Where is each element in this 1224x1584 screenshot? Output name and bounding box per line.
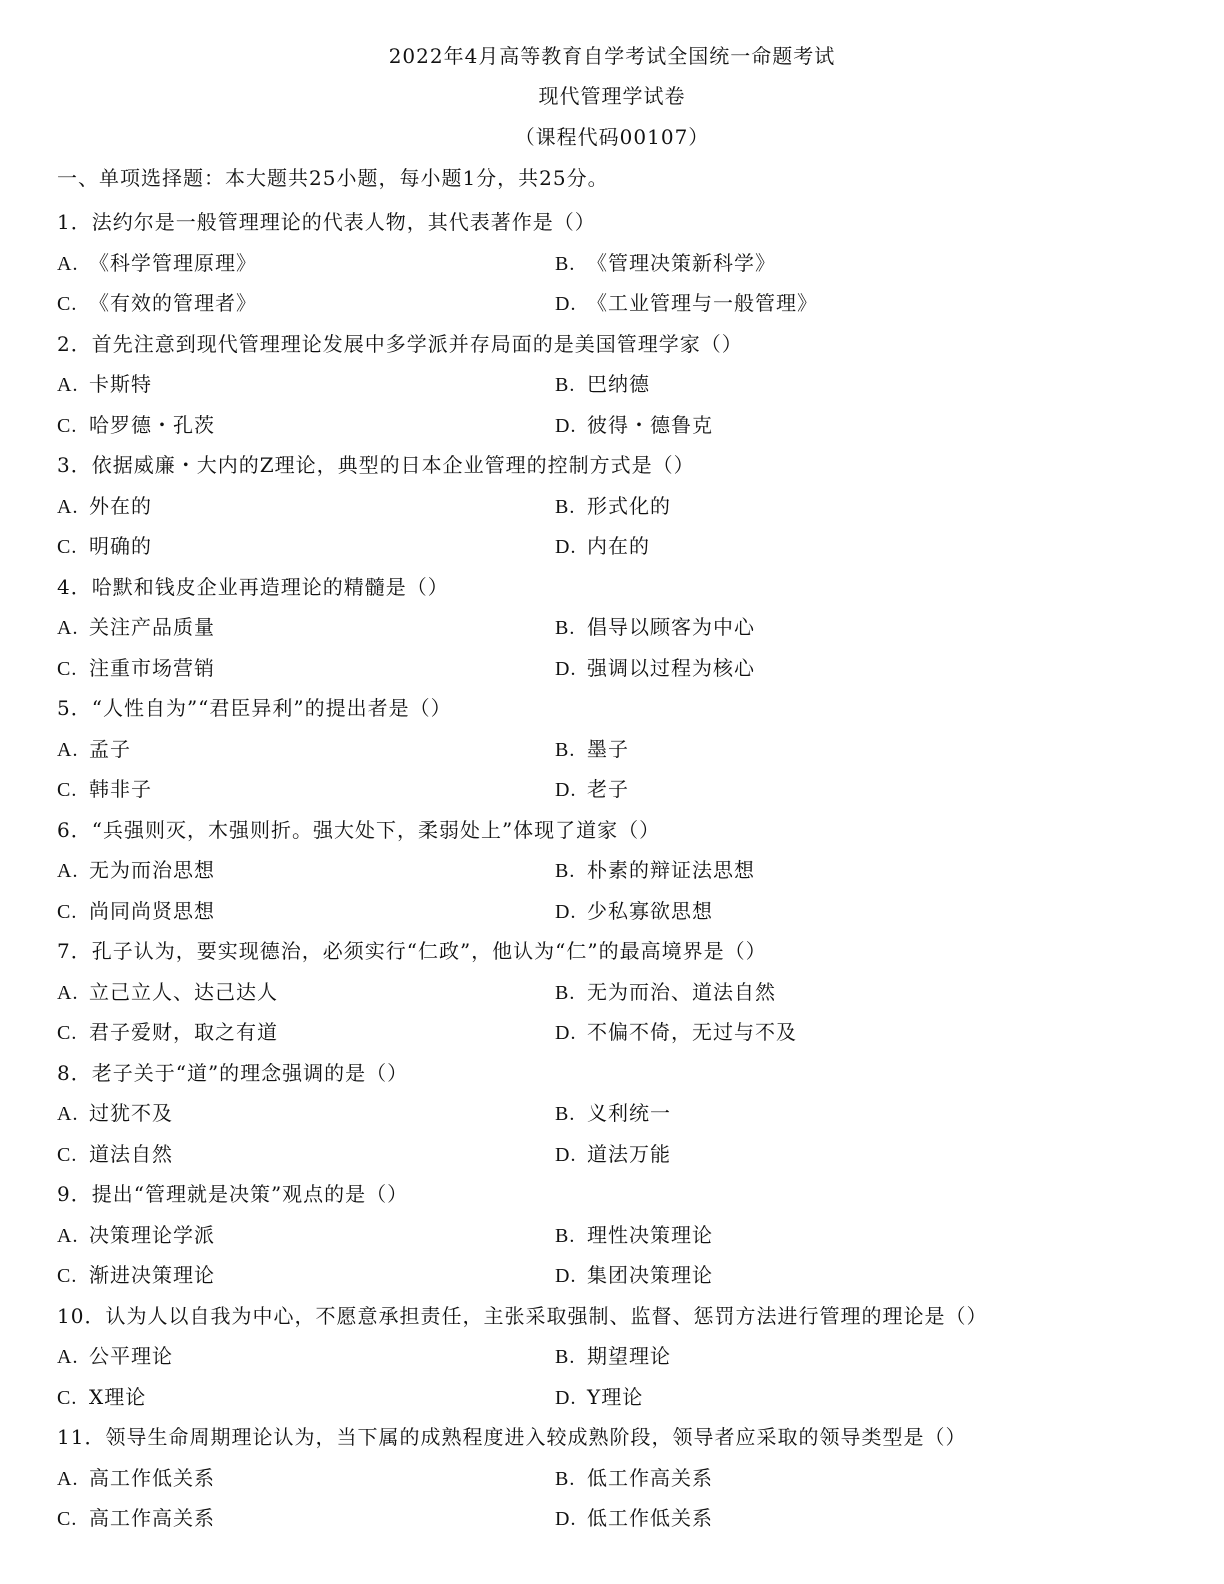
option-item [555,1093,671,1135]
question-block [57,1417,1177,1539]
option-letter: C. [57,536,78,558]
option-row [57,850,1177,891]
option-letter: D. [555,414,577,437]
option-row [57,486,1177,527]
option-text: 《科学管理原理》 [89,250,257,275]
option-text: 无为而治、道法自然 [587,979,776,1004]
option-letter: B. [555,617,576,639]
question-block [57,810,1177,932]
option-text: 集团决策理论 [587,1263,713,1287]
option-row [57,891,1177,932]
question-block [57,1174,1177,1296]
option-text: 朴素的辩证法思想 [587,858,755,882]
option-letter: A. [57,495,79,518]
option-row [57,283,1177,324]
option-item [57,769,152,811]
option-item [57,1458,215,1500]
question-block [57,445,1177,567]
option-text: 公平理论 [89,1344,173,1368]
option-letter: B. [555,495,576,518]
option-text: 巴纳德 [587,372,650,396]
option-item [555,364,650,406]
option-letter: C. [57,657,78,680]
option-text: 内在的 [587,534,650,558]
option-item [57,1215,215,1257]
option-item [555,1134,671,1176]
option-letter: D. [555,1022,577,1044]
option-text: 墨子 [587,736,629,761]
option-text: 君子爱财，取之有道 [89,1020,278,1044]
option-row [57,1336,1177,1377]
option-row [57,648,1177,689]
option-text: 《有效的管理者》 [89,291,257,315]
option-row [57,364,1177,405]
question-stem: 10．认为人以自我为中心，不愿意承担责任，主张采取强制、监督、惩罚方法进行管理的理论是（） [57,1303,988,1328]
option-text: 无为而治思想 [89,858,215,882]
question-block [57,1053,1177,1175]
option-text: 高工作低关系 [89,1465,215,1490]
option-item [555,972,776,1014]
option-text: 哈罗德・孔茨 [89,412,215,437]
option-item [555,1012,797,1054]
question-block [57,202,1177,324]
question-stem: 2．首先注意到现代管理理论发展中多学派并存局面的是美国管理学家（） [57,331,743,356]
option-item [57,972,278,1014]
option-text: 形式化的 [587,493,671,518]
question-block [57,931,1177,1053]
option-row [57,243,1177,284]
option-text: 彼得・德鲁克 [587,412,713,437]
option-item [57,486,152,528]
option-text: 理性决策理论 [587,1222,713,1247]
option-text: 明确的 [89,534,152,558]
question-block [57,1296,1177,1418]
option-item [555,283,818,325]
option-letter: A. [57,738,79,761]
question-stem: 5．“人性自为”“君臣异利”的提出者是（） [57,696,452,720]
option-text: 立己立人、达己达人 [89,979,278,1004]
option-row [57,1458,1177,1499]
option-item [555,243,776,285]
option-text: X理论 [89,1384,147,1409]
option-letter: C. [57,1508,78,1530]
option-item [57,1377,146,1419]
option-row [57,1093,1177,1134]
exam-title: 2022年4月高等教育自学考试全国统一命题考试 [388,44,836,68]
option-item [555,729,629,771]
option-text: 义利统一 [587,1101,671,1125]
option-letter: C. [57,293,78,315]
option-item [555,1458,713,1500]
question-stem: 8．老子关于“道”的理念强调的是（） [57,1060,409,1085]
option-item [57,648,215,690]
option-letter: A. [57,860,79,882]
option-text: 高工作高关系 [89,1506,215,1530]
option-row [57,1498,1177,1539]
option-text: 决策理论学派 [89,1222,215,1247]
option-letter: B. [555,1467,576,1490]
option-letter: A. [57,1224,79,1247]
option-item [555,1377,643,1419]
option-item [555,1498,713,1540]
option-row [57,1377,1177,1418]
option-letter: D. [555,657,577,680]
option-letter: A. [57,1467,79,1490]
option-letter: D. [555,1143,577,1166]
option-text: 《管理决策新科学》 [587,250,776,275]
option-letter: B. [555,252,576,275]
option-text: 过犹不及 [89,1101,173,1125]
option-letter: A. [57,981,79,1004]
option-text: 老子 [587,777,629,801]
option-text: 孟子 [89,736,131,761]
option-item [57,1012,278,1054]
option-item [555,769,629,811]
option-letter: B. [555,738,576,761]
option-letter: C. [57,900,78,923]
option-text: 道法自然 [89,1141,173,1166]
option-letter: B. [555,1346,576,1368]
option-text: 尚同尚贤思想 [89,898,215,923]
option-text: 关注产品质量 [89,615,215,639]
option-item [555,1215,713,1257]
option-letter: C. [57,779,78,801]
option-letter: D. [555,536,577,558]
option-row [57,1134,1177,1175]
option-text: Y理论 [587,1384,644,1409]
option-text: 外在的 [89,493,152,518]
option-item [57,1093,173,1135]
option-text: 渐进决策理论 [89,1263,215,1287]
option-item [57,364,152,406]
option-letter: B. [555,1103,576,1125]
option-letter: D. [555,1265,577,1287]
option-item [57,607,215,649]
option-item [555,607,755,649]
option-item [555,648,755,690]
question-stem: 6．“兵强则灭，木强则折。强大处下，柔弱处上”体现了道家（） [57,817,661,842]
option-item [555,1255,713,1297]
option-text: 《工业管理与一般管理》 [587,291,818,315]
option-item [555,405,713,447]
question-block [57,688,1177,810]
option-item [57,283,257,325]
question-list [57,202,1177,1539]
question-block [57,567,1177,689]
option-row [57,405,1177,446]
question-stem: 1．法约尔是一般管理理论的代表人物，其代表著作是（） [57,210,596,234]
option-item [57,526,152,568]
option-letter: B. [555,860,576,882]
option-letter: C. [57,1386,78,1409]
option-row [57,972,1177,1013]
option-letter: A. [57,374,79,396]
option-text: 少私寡欲思想 [587,898,713,923]
option-item [57,1498,215,1540]
option-letter: D. [555,1386,577,1409]
option-letter: A. [57,617,79,639]
option-item [555,526,650,568]
option-letter: D. [555,779,577,801]
question-stem: 11．领导生命周期理论认为，当下属的成熟程度进入较成熟阶段，领导者应采取的领导类型是（） [57,1425,967,1449]
option-item [57,1336,173,1378]
question-stem: 7．孔子认为，要实现德治，必须实行“仁政”，他认为“仁”的最高境界是（） [57,939,767,963]
option-letter: B. [555,981,576,1004]
option-item [57,850,215,892]
option-row [57,1012,1177,1053]
option-text: 倡导以顾客为中心 [587,615,755,639]
option-text: 低工作低关系 [587,1506,713,1530]
question-stem: 3．依据威廉・大内的Z理论，典型的日本企业管理的控制方式是（） [57,453,695,477]
option-item [57,1255,215,1297]
exam-subject: 现代管理学试卷 [538,84,686,108]
option-item [57,243,257,285]
option-item [57,729,131,771]
option-text: 注重市场营销 [89,655,215,680]
option-item [57,891,215,933]
option-text: 不偏不倚，无过与不及 [587,1020,797,1044]
option-row [57,1215,1177,1256]
option-row [57,729,1177,770]
option-letter: A. [57,1103,79,1125]
option-row [57,1255,1177,1296]
option-text: 期望理论 [587,1344,671,1368]
section-heading: 一、单项选择题：本大题共25小题，每小题1分，共25分。 [57,166,609,190]
option-item [555,891,713,933]
question-stem: 4．哈默和钱皮企业再造理论的精髓是（） [57,574,449,599]
option-item [555,486,671,528]
option-letter: D. [555,293,577,315]
option-item [57,405,215,447]
option-letter: B. [555,374,576,396]
question-stem: 9．提出“管理就是决策”观点的是（） [57,1182,409,1206]
option-text: 道法万能 [587,1141,671,1166]
option-letter: D. [555,1508,577,1530]
option-item [555,1336,671,1378]
option-letter: A. [57,1346,79,1368]
course-code: （课程代码00107） [514,125,710,149]
option-row [57,526,1177,567]
option-letter: A. [57,252,79,275]
option-item [57,1134,173,1176]
option-text: 强调以过程为核心 [587,655,755,680]
option-letter: D. [555,900,577,923]
option-letter: C. [57,1265,78,1287]
option-item [555,850,755,892]
option-text: 卡斯特 [89,372,152,396]
option-letter: C. [57,414,78,437]
option-letter: C. [57,1022,78,1044]
option-row [57,607,1177,648]
question-block [57,324,1177,446]
option-letter: C. [57,1143,78,1166]
option-letter: B. [555,1224,576,1247]
option-row [57,769,1177,810]
option-text: 韩非子 [89,777,152,801]
option-text: 低工作高关系 [587,1465,713,1490]
